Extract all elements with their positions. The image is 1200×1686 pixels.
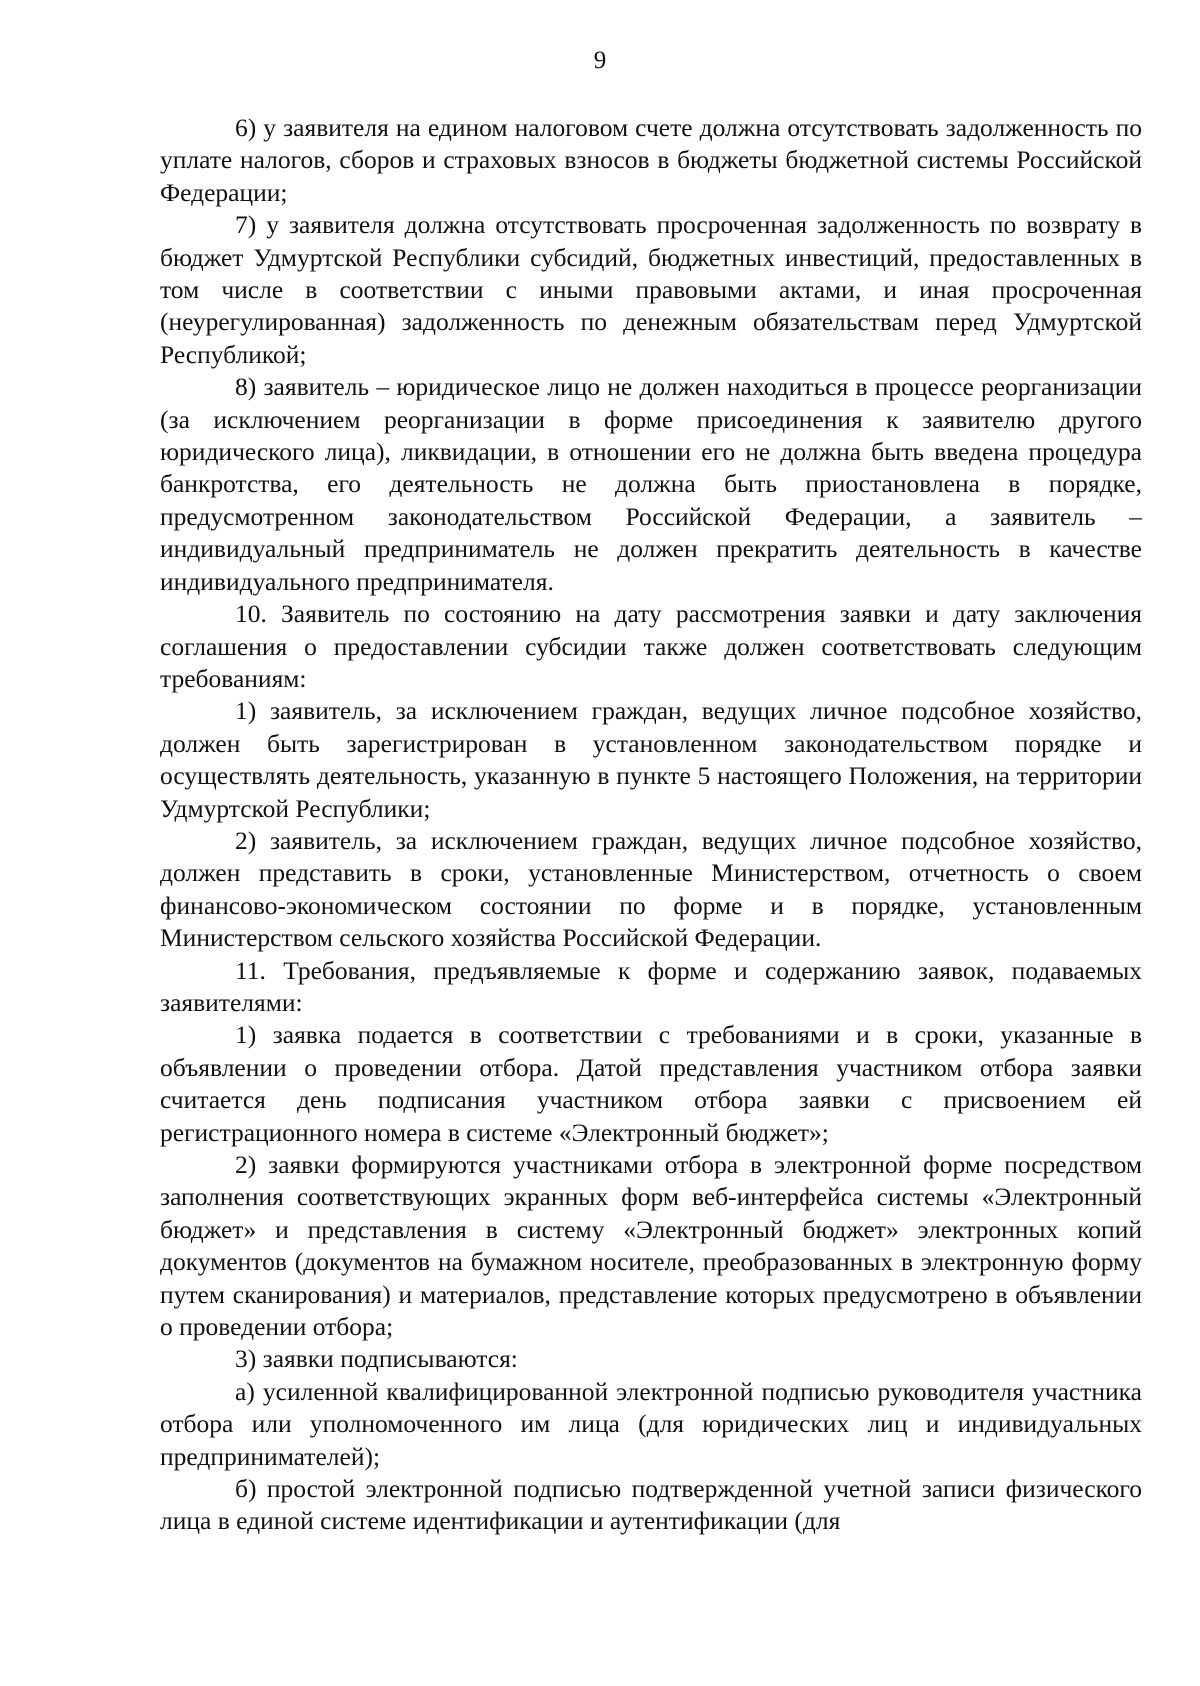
paragraph-10-2-reporting: 2) заявитель, за исключением граждан, ведущих личное подсобное хозяйство, должен представить в сроки, установленные Министерством, отчетность о своем финансово-экономическом состоянии по форме и в порядке, установленным Министерством сельского хозяйства Российской Федерации. [160, 825, 1142, 953]
paragraph-11-3-signing: 3) заявки подписываются: [235, 1344, 518, 1374]
paragraph-11-2-forming: 2) заявки формируются участниками отбора в электронной форме посредством заполнения соответствующих экранных форм веб-интерфейса системы «Электронный бюджет» и представления в систему «Электронный бюджет» электронных копий документов (документов на бумажном носителе, преобразованных в электронную форму путем сканирования) и материалов, представление которых предусмотрено в объявлении о проведении отбора; [160, 1150, 1142, 1342]
paragraph-11-3-b-simple-signature: б) простой электронной подписью подтвержденной учетной записи физического лица в единой системе идентификации и аутентификации (для [160, 1474, 1142, 1536]
paragraph-8-reorganization: 8) заявитель – юридическое лицо не должен находиться в процессе реорганизации (за исключением реорганизации в форме присоединения к заявителю другого юридического лица), ликвидации, в отношении его не должна быть введена процедура банкротства, его деятельность не должна быть приостановлена в порядке, предусмотренном законодательством Российской Федерации, а заявитель – индивидуальный предприниматель не должен прекратить деятельность в качестве индивидуального предпринимателя. [160, 372, 1142, 596]
paragraph-10-1-registration: 1) заявитель, за исключением граждан, ведущих личное подсобное хозяйство, должен быть зарегистрирован в установленном законодательством порядке и осуществлять деятельность, указанную в пункте 5 настоящего Положения, на территории Удмуртской Республики; [160, 696, 1142, 823]
paragraph-clause-11: 11. Требования, предъявляемые к форме и содержанию заявок, подаваемых заявителями: [160, 955, 1142, 1017]
paragraph-7-overdue-debt: 7) у заявителя должна отсутствовать просроченная задолженность по возврату в бюджет Удмуртской Республики субсидий, бюджетных инвестиций, предоставленных в том числе в соответствии с иными правовыми актами, и иная просроченная (неурегулированная) задолженность по денежным обязательствам перед Удмуртской Республикой; [160, 210, 1142, 369]
paragraph-11-3-a-qualified-signature: а) усиленной квалифицированной электронной подписью руководителя участника отбора или уполномоченного им лица (для юридических лиц и индивидуальных предпринимателей); [160, 1376, 1142, 1471]
document-body [160, 112, 1142, 1538]
paragraph-6-tax-debt: 6) у заявителя на едином налоговом счете должна отсутствовать задолженность по уплате налогов, сборов и страховых взносов в бюджеты бюджетной системы Российской Федерации; [160, 113, 1142, 207]
paragraph-11-1-submission: 1) заявка подается в соответствии с требованиями и в сроки, указанные в объявлении о проведении отбора. Датой представления участником отбора заявки считается день подписания участником отбора заявки с присвоением ей регистрационного номера в системе «Электронный бюджет»; [160, 1020, 1142, 1147]
paragraph-clause-10: 10. Заявитель по состоянию на дату рассмотрения заявки и дату заключения соглашения о предоставлении субсидии также должен соответствовать следующим требованиям: [160, 599, 1142, 693]
page-number: 9 [593, 47, 607, 74]
